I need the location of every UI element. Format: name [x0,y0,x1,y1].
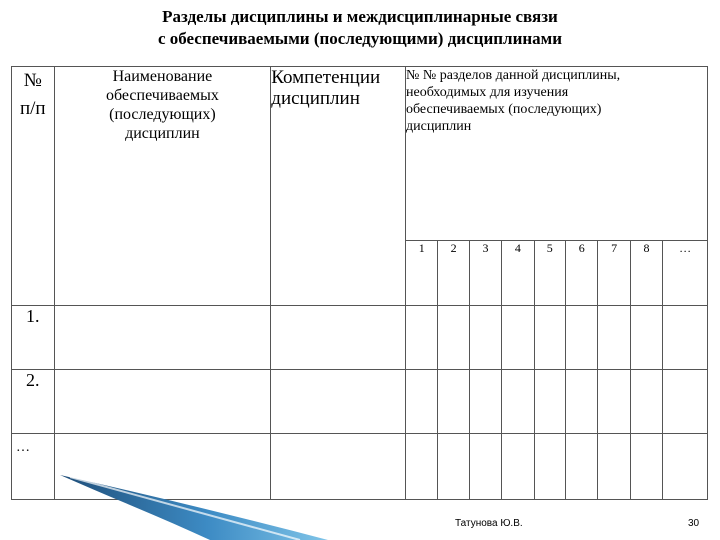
section-cell [469,369,501,433]
table-row [12,369,708,433]
section-number-2: 2 [438,241,469,305]
section-number-4: 4 [502,241,534,305]
section-cell [438,369,469,433]
row-number: 2. [12,369,55,433]
competencies-cell [271,305,406,369]
section-cell [565,433,597,499]
disciplines-table [11,66,708,500]
header-sec-line-2: необходимых для изучения [405,85,569,100]
header-comp-line-2: дисциплин [271,88,360,109]
header-number-cell [12,67,55,306]
section-cell [534,369,565,433]
page-number: 30 [688,518,700,529]
section-cell [630,305,662,369]
header-name-line-1: Наименование [112,68,213,85]
section-cell [598,305,630,369]
slide-title [0,6,720,50]
table-row [12,305,708,369]
header-number-sign: № [23,70,42,91]
section-cell [469,433,501,499]
header-number-abbr: п/п [19,98,46,119]
row-number: 1. [12,305,55,369]
section-cell [438,433,469,499]
section-number-1: 1 [405,241,437,305]
header-comp-line-1: Компетенции [271,67,381,88]
discipline-name-cell [54,369,271,433]
section-number-8: 8 [630,241,662,305]
section-number-6: 6 [565,241,597,305]
title-line-2: с обеспечиваемыми (последующими) дисциплинами [157,29,563,48]
header-sec-line-4: дисциплин [405,119,472,134]
section-cell [502,369,534,433]
decorative-swoosh [0,455,330,540]
section-cell [438,305,469,369]
header-sec-line-1: № № разделов данной дисциплины, [405,68,621,83]
section-cell [630,369,662,433]
section-number-3: 3 [469,241,501,305]
discipline-name-cell [54,305,271,369]
section-cell [405,369,437,433]
header-name-line-4: дисциплин [125,125,200,142]
section-cell [405,433,437,499]
swoosh-highlight [70,477,300,540]
section-cell [663,433,708,499]
section-cell [630,433,662,499]
section-cell [565,369,597,433]
section-cell [405,305,437,369]
section-cell [469,305,501,369]
section-cell [663,369,708,433]
header-name-line-2: обеспечиваемых [105,87,219,104]
title-line-1: Разделы дисциплины и междисциплинарные связи [162,7,558,26]
section-cell [663,305,708,369]
header-sections-cell [405,67,707,241]
section-cell [598,433,630,499]
header-discipline-name-cell [54,67,271,306]
section-cell [502,305,534,369]
section-cell [534,305,565,369]
footer-author: Татунова Ю.В. [455,518,523,529]
section-cell [534,433,565,499]
section-cell [565,305,597,369]
competencies-cell [271,369,406,433]
row-number: … [12,433,55,499]
header-competencies-cell [271,67,406,306]
section-number-more: … [663,241,708,305]
section-number-7: 7 [598,241,630,305]
section-cell [598,369,630,433]
section-number-5: 5 [534,241,565,305]
header-name-line-3: (последующих) [109,106,216,123]
section-cell [502,433,534,499]
header-sec-line-3: обеспечиваемых (последующих) [405,102,602,117]
